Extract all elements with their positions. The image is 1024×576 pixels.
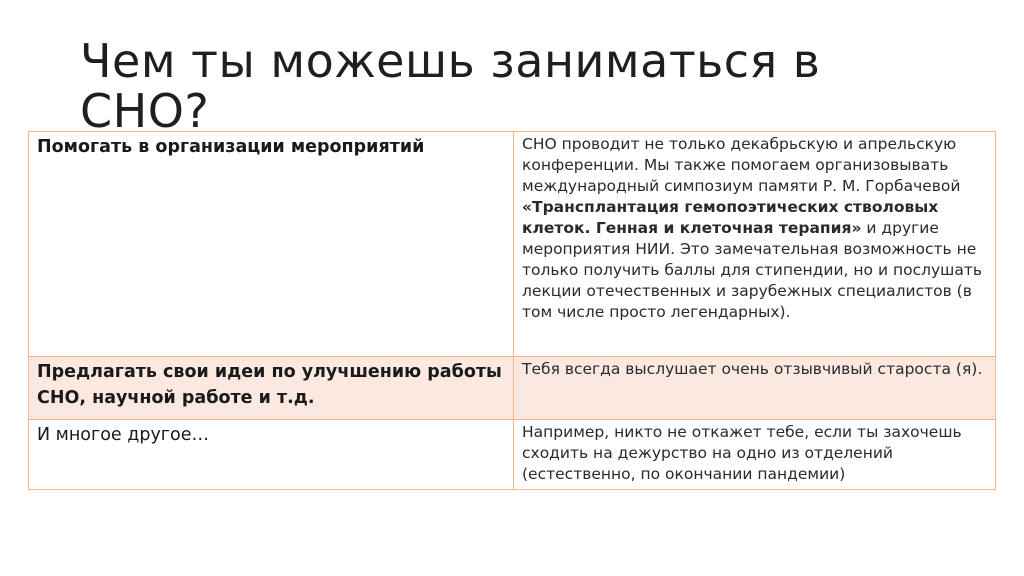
description-cell (514, 132, 996, 357)
description-text: Тебя всегда выслушает очень отзывчивый староста (я). (522, 360, 983, 378)
slide-title: Чем ты можешь заниматься в СНО? (80, 34, 821, 138)
table-row (29, 357, 996, 420)
table-row (29, 420, 996, 490)
activity-label: Предлагать свои идеи по улучшению работы СНО, научной работе и т.д. (37, 362, 502, 408)
description-text: Например, никто не откажет тебе, если ты захочешь сходить на дежурство на одно из отделений (естественно, по окончании пандемии) (522, 423, 962, 483)
description-text: и другие мероприятия НИИ. Это замечательная возможность не только получить баллы для стипендии, но и послушать лекции отечественных и зарубежных специалистов (в том числе просто легендарных). (522, 219, 983, 321)
table-row (29, 132, 996, 357)
activity-label: Помогать в организации мероприятий (37, 137, 425, 157)
description-cell (514, 357, 996, 420)
description-text: СНО проводит не только декабрьскую и апрельскую конференции. Мы также помогаем организовывать международный симпозиум памяти Р. М. Горбачевой (522, 135, 961, 195)
symposium-name: «Трансплантация гемопоэтических стволовых клеток. Генная и клеточная терапия» (522, 198, 939, 237)
activities-table (28, 131, 996, 490)
description-cell (514, 420, 996, 490)
activity-cell (29, 357, 514, 420)
activity-cell (29, 132, 514, 357)
activity-cell (29, 420, 514, 490)
activity-label: И многое другое… (37, 425, 209, 445)
